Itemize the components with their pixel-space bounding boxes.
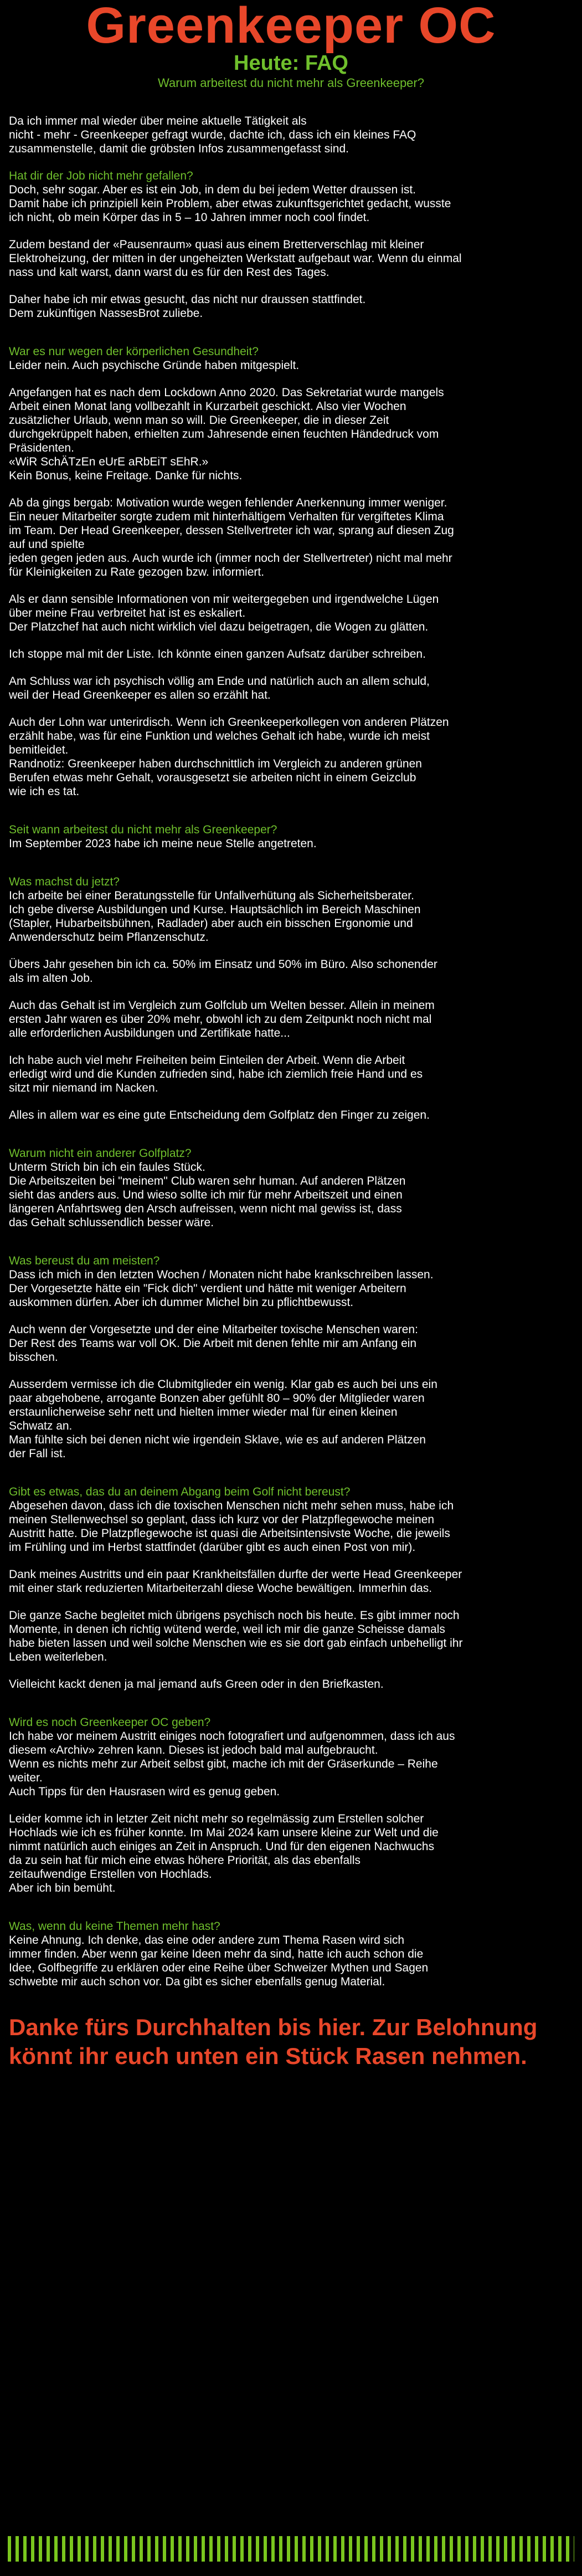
page-title: Greenkeeper OC [86, 0, 496, 54]
faq-answer-paragraph: Als er dann sensible Informationen von mir weitergegeben und irgendwelche Lügen über meine Frau verbreitet hat ist es eskaliert. Der Platzchef hat auch nicht wirklich viel dazu beigetragen, die Wogen zu glätten. [9, 593, 439, 633]
faq-answer-paragraph: Unterm Strich bin ich ein faules Stück. Die Arbeitszeiten bei "meinem" Club waren sehr human. Auf anderen Plätzen sieht das anders aus. Und wieso sollte ich mir für mehr Arbeitszeit und einen längeren Anfahrtsweg den Arsch aufreissen, wenn nicht mal gewiss ist, dass das Gehalt schlussendlich besser wäre. [9, 1161, 406, 1229]
faq-answer-paragraph: Doch, sehr sogar. Aber es ist ein Job, in dem du bei jedem Wetter draussen ist. Damit habe ich prinzipiell kein Problem, aber etwas zukunftsgerichtet gedacht, wusste ich nicht, ob mein Körper das in 5 – 10 Jahren immer noch cool findet. [9, 183, 451, 224]
faq-answer-paragraph: Auch wenn der Vorgesetzte und der eine Mitarbeiter toxische Menschen waren: Der Rest des Teams war voll OK. Die Arbeit mit denen fehlte mir am Anfang ein bisschen. [9, 1323, 418, 1364]
faq-answer-paragraph: Ich stoppe mal mit der Liste. Ich könnte einen ganzen Aufsatz darüber schreiben. [9, 648, 426, 660]
faq-question: Hat dir der Job nicht mehr gefallen? [9, 170, 193, 182]
faq-section [9, 169, 573, 320]
faq-answer-paragraph: Ich arbeite bei einer Beratungsstelle für Unfallverhütung als Sicherheitsberater. Ich gebe diverse Ausbildungen und Kurse. Hauptsächlich im Bereich Maschinen (Stapler, Hubarbeitsbühnen, Radlader) aber auch ein bisschen Ergonomie und Anwenderschutz beim Pflanzenschutz. [9, 889, 421, 944]
faq-question: Wird es noch Greenkeeper OC geben? [9, 1716, 211, 1729]
faq-section [9, 1254, 573, 1461]
faq-section [9, 1715, 573, 1895]
faq-answer-paragraph: Ich habe vor meinem Austritt einiges noch fotografiert und aufgenommen, dass ich aus diesem «Archiv» zehren kann. Dieses ist jedoch bald mal aufgebraucht. Wenn es nichts mehr zur Arbeit selbst gibt, mache ich mit der Gräserkunde – Reihe weiter. Auch Tipps für den Hausrasen wird es genug geben. [9, 1730, 455, 1798]
faq-answer-paragraph: Angefangen hat es nach dem Lockdown Anno 2020. Das Sekretariat wurde mangels Arbeit einen Monat lang vollbezahlt in Kurzarbeit geschickt. Also vier Wochen zusätzlicher Urlaub, wenn man so will. Die Greenkeeper, die in dieser Zeit durchgekrüppelt haben, erhielten zum Jahresende einen feuchten Händedruck vom Präsidenten. «WiR SchÄTzEn eUrE aRbEiT sEhR.» Kein Bonus, keine Freitage. Danke für nichts. [9, 386, 444, 482]
intro-text: Da ich immer mal wieder über meine aktuelle Tätigkeit als nicht - mehr - Greenkeeper gefragt wurde, dachte ich, dass ich ein kleines FAQ zusammenstelle, damit die gröbsten Infos zusammengefasst sind. [9, 115, 416, 155]
faq-answer-paragraph: Ich habe auch viel mehr Freiheiten beim Einteilen der Arbeit. Wenn die Arbeit erledigt wird und die Kunden zufrieden sind, habe ich ziemlich freie Hand und es sitzt mir niemand im Nacken. [9, 1054, 423, 1094]
faq-answer-paragraph: Auch der Lohn war unterirdisch. Wenn ich Greenkeeperkollegen von anderen Plätzen erzählt habe, was für eine Funktion und welches Gehalt ich habe, wurde ich meist bemitleidet. Randnotiz: Greenkeeper haben durchschnittlich im Vergleich zu anderen grünen Berufen etwas mehr Gehalt, vorausgesetzt sie arbeiten nicht in einem Geizclub wie ich es tat. [9, 716, 449, 798]
faq-section [9, 1146, 573, 1230]
faq-question: Was bereust du am meisten? [9, 1254, 160, 1267]
faq-section [9, 823, 573, 851]
faq-answer-paragraph: Keine Ahnung. Ich denke, das eine oder andere zum Thema Rasen wird sich immer finden. Aber wenn gar keine Ideen mehr da sind, hatte ich auch schon die Idee, Golfbegriffe zu erklären oder eine Reihe über Schweizer Mythen und Sagen schwebte mir auch schon vor. Da gibt es sicher ebenfalls genug Material. [9, 1934, 429, 1988]
faq-answer-paragraph: Auch das Gehalt ist im Vergleich zum Golfclub um Welten besser. Allein in meinem ersten Jahr waren es über 20% mehr, obwohl ich zu dem Zeitpunkt noch nicht mal alle erforderlichen Ausbildungen und Zertifikate hatte... [9, 999, 435, 1039]
faq-answer-paragraph: Ab da gings bergab: Motivation wurde wegen fehlender Anerkennung immer weniger. Ein neuer Mitarbeiter sorgte zudem mit hinterhältigem Verhalten für vergiftetes Klima im Team. Der Head Greenkeeper, dessen Stellvertreter ich war, sprang auf diesen Zug auf und spielte jeden gegen jeden aus. Auch wurde ich (immer noch der Stellvertreter) nicht mal mehr für Kleinigkeiten zu Rate gezogen bzw. informiert. [9, 496, 454, 578]
faq-answer-paragraph: Vielleicht kackt denen ja mal jemand aufs Green oder in den Briefkasten. [9, 1678, 384, 1691]
faq-question: Seit wann arbeitest du nicht mehr als Greenkeeper? [9, 823, 277, 836]
faq-answer-paragraph: Leider komme ich in letzter Zeit nicht mehr so regelmässig zum Erstellen solcher Hochlads wie ich es früher konnte. Im Mai 2024 kam unsere kleine zur Welt und die nimmt natürlich auch einiges an Zeit in Anspruch. Und für den eigenen Nachwuchs da zu sein hat für mich eine etwas höhere Priorität, als das ebenfalls zeitaufwendige Erstellen von Hochlads. Aber ich bin bemüht. [9, 1812, 439, 1894]
faq-section [9, 1485, 573, 1691]
faq-answer-paragraph: Leider nein. Auch psychische Gründe haben mitgespielt. [9, 359, 300, 372]
faq-question: Was, wenn du keine Themen mehr hast? [9, 1920, 220, 1933]
faq-content [9, 114, 573, 2071]
faq-question: Warum nicht ein anderer Golfplatz? [9, 1147, 192, 1160]
faq-section [9, 875, 573, 1122]
faq-answer-paragraph: Am Schluss war ich psychisch völlig am Ende und natürlich auch an allem schuld, weil der Head Greenkeeper es allen so erzählt hat. [9, 675, 430, 701]
faq-answer-paragraph: Dass ich mich in den letzten Wochen / Monaten nicht habe krankschreiben lassen. Der Vorgesetzte hätte ein "Fick dich" verdient und hätte mit weniger Arbeitern auskommen dürfen. Aber ich dummer Michel bin zu pflichtbewusst. [9, 1268, 434, 1309]
faq-section [9, 1919, 573, 1989]
faq-answer-paragraph: Alles in allem war es eine gute Entscheidung dem Golfplatz den Finger zu zeigen. [9, 1109, 430, 1121]
faq-answer-paragraph: Die ganze Sache begleitet mich übrigens psychisch noch bis heute. Es gibt immer noch Momente, in denen ich richtig wütend werde, weil ich mir die ganze Scheisse damals habe bieten lassen und weil solche Menschen wie es sie dort gab einfach unbehelligt ihr Leben weiterleben. [9, 1609, 463, 1663]
faq-question: War es nur wegen der körperlichen Gesundheit? [9, 345, 259, 358]
faq-sections [9, 169, 573, 1989]
faq-answer-paragraph: Abgesehen davon, dass ich die toxischen Menschen nicht mehr sehen muss, habe ich meinen Stellenwechsel so geplant, dass ich kurz vor der Platzpflegewoche meinen Austritt hatte. Die Platzpflegewoche ist quasi die Arbeitsintensivste Woche, die jeweils im Frühling und im Herbst stattfindet (darüber gibt es auch einen Post von mir). [9, 1499, 454, 1554]
faq-section [9, 345, 573, 798]
page-tagline: Warum arbeitest du nicht mehr als Greenkeeper? [158, 76, 424, 90]
faq-question: Was machst du jetzt? [9, 875, 120, 888]
faq-answer-paragraph: Zudem bestand der «Pausenraum» quasi aus einem Bretterverschlag mit kleiner Elektroheizung, der mitten in der ungeheizten Werkstatt aufgebaut war. Wenn du einmal nass und kalt warst, dann warst du es für den Rest des Tages. [9, 238, 462, 279]
faq-answer-paragraph: Daher habe ich mir etwas gesucht, das nicht nur draussen stattfindet. Dem zukünftigen NassesBrot zuliebe. [9, 293, 366, 320]
closing-text: Danke fürs Durchhalten bis hier. Zur Belohnung könnt ihr euch unten ein Stück Rasen nehmen. [9, 2014, 538, 2069]
page-subtitle: Heute: FAQ [234, 52, 348, 75]
faq-answer-paragraph: Dank meines Austritts und ein paar Krankheitsfällen durfte der werte Head Greenkeeper mit einer stark reduzierten Mitarbeiterzahl diese Woche bewältigen. Immerhin das. [9, 1568, 462, 1595]
grass-strip-image [8, 2536, 574, 2562]
faq-answer-paragraph: Im September 2023 habe ich meine neue Stelle angetreten. [9, 837, 317, 850]
faq-answer-paragraph: Übers Jahr gesehen bin ich ca. 50% im Einsatz und 50% im Büro. Also schonender als im alten Job. [9, 958, 437, 985]
faq-answer-paragraph: Ausserdem vermisse ich die Clubmitglieder ein wenig. Klar gab es auch bei uns ein paar abgehobene, arrogante Bonzen aber gefühlt 80 – 90% der Mitglieder waren erstaunlicherweise sehr nett und hielten immer wieder mal für einen kleinen Schwatz an. Man fühlte sich bei denen nicht wie irgendein Sklave, wie es auf anderen Plätzen der Fall ist. [9, 1378, 437, 1460]
faq-question: Gibt es etwas, das du an deinem Abgang beim Golf nicht bereust? [9, 1486, 351, 1498]
